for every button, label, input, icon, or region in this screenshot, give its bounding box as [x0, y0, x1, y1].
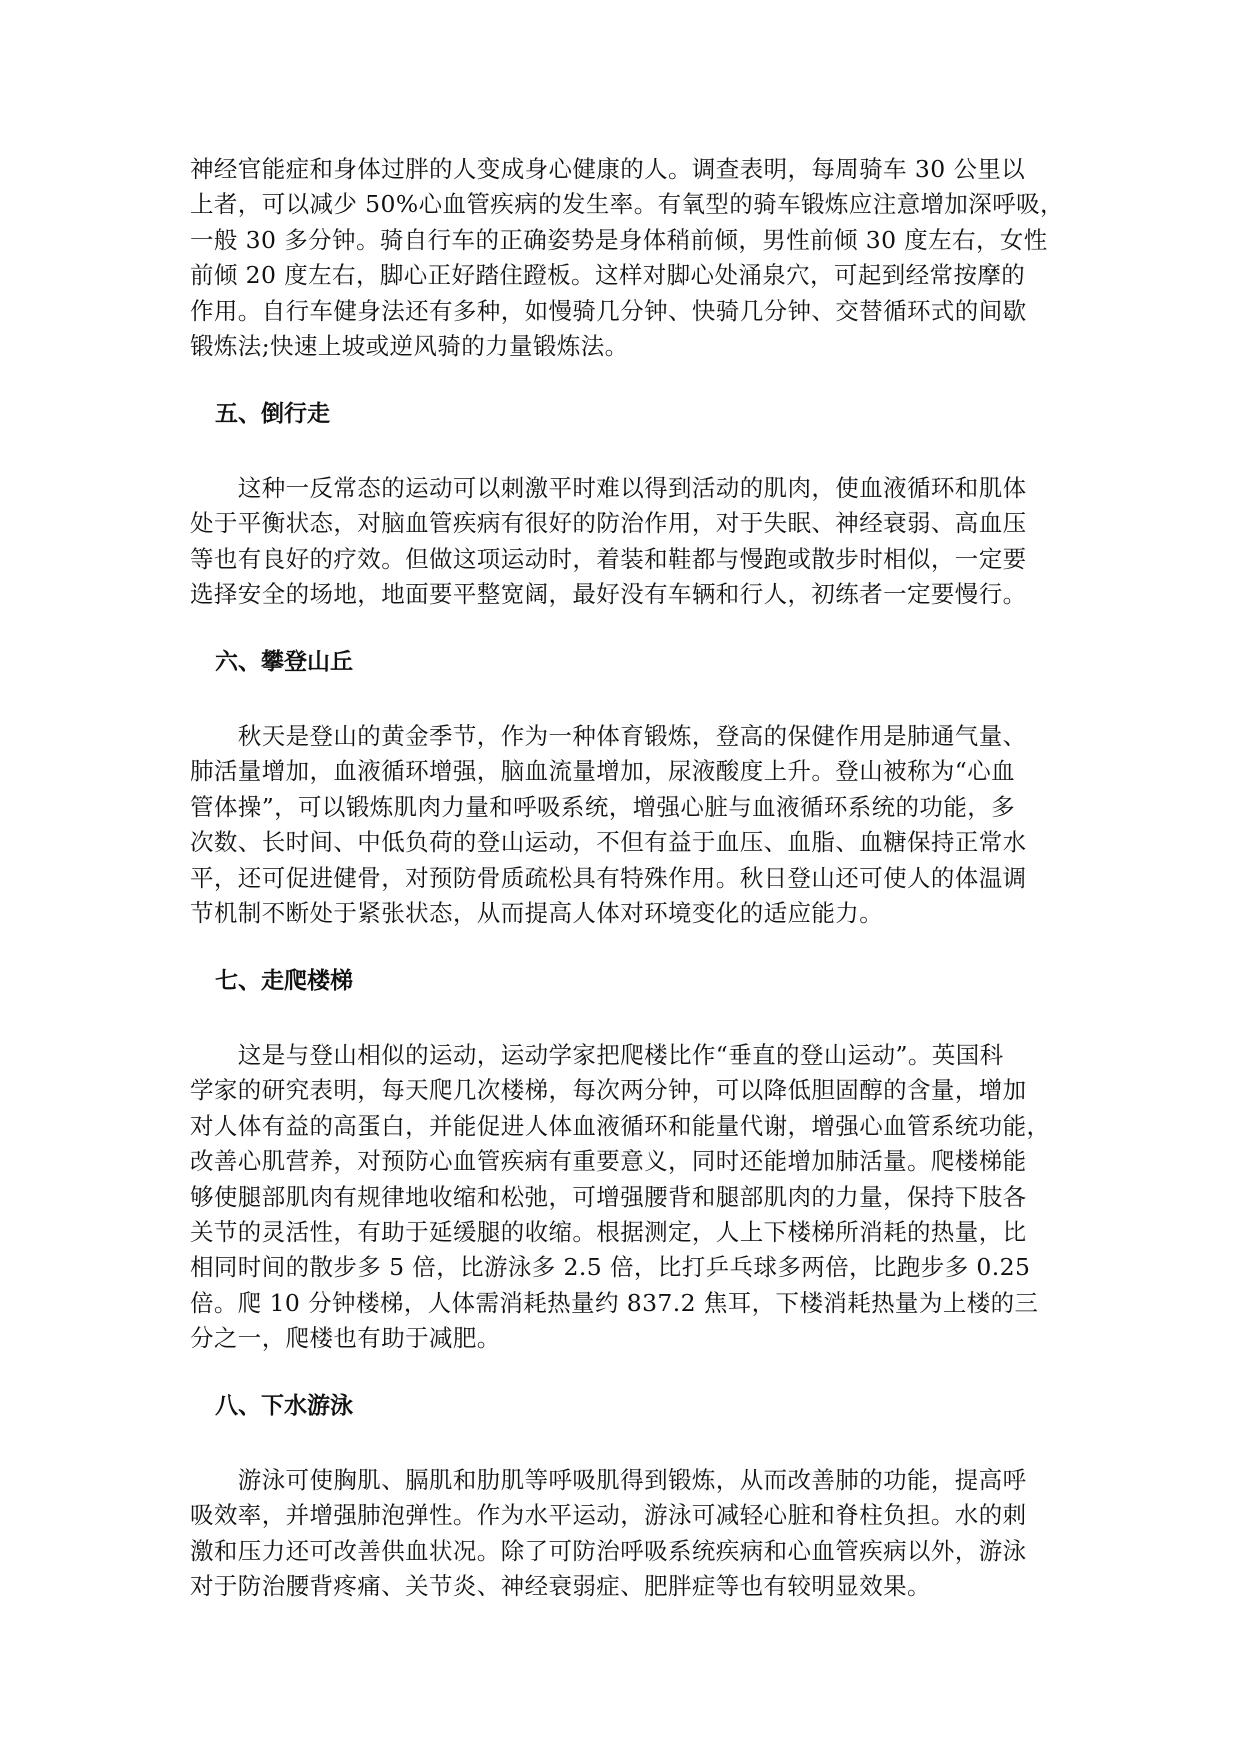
text-line: 处于平衡状态，对脑血管疾病有很好的防治作用，对于失眠、神经衰弱、高血压 — [190, 509, 1027, 538]
text-line: 分之一，爬楼也有助于减肥。 — [190, 1324, 501, 1353]
swimming-paragraph — [190, 1463, 1027, 1605]
text-line: 上者，可以减少 50%心血管疾病的发生率。有氧型的骑车锻炼应注意增加深呼吸， — [190, 190, 1064, 219]
text-line: 这是与登山相似的运动，运动学家把爬楼比作“垂直的登山运动”。英国科 — [190, 1041, 1004, 1069]
text-line: 改善心肌营养，对预防心血管疾病有重要意义，同时还能增加肺活量。爬楼梯能 — [190, 1147, 1027, 1176]
text-line: 前倾 20 度左右，脚心正好踏住蹬板。这样对脚心处涌泉穴，可起到经常按摩的 — [190, 261, 1026, 290]
text-line: 一般 30 多分钟。骑自行车的正确姿势是身体稍前倾，男性前倾 30 度左右，女性 — [190, 225, 1048, 254]
text-line: 够使腿部肌肉有规律地收缩和松弛，可增强腰背和腿部肌肉的力量，保持下肢各 — [190, 1182, 1027, 1211]
text-line: 激和压力还可改善供血状况。除了可防治呼吸系统疾病和心血管疾病以外，游泳 — [190, 1536, 1027, 1565]
text-line: 锻炼法;快速上坡或逆风骑的力量锻炼法。 — [190, 331, 629, 360]
climb-stairs-paragraph — [190, 1038, 1050, 1357]
climb-hills-paragraph — [190, 719, 1027, 931]
cycling-paragraph — [190, 152, 1064, 364]
text-line: 肺活量增加，血液循环增强，脑血流量增加，尿液酸度上升。登山被称为“心血 — [190, 757, 1016, 786]
text-line: 等也有良好的疗效。但做这项运动时，着装和鞋都与慢跑或散步时相似，一定要 — [190, 544, 1027, 573]
text-line: 选择安全的场地，地面要平整宽阔，最好没有车辆和行人，初练者一定要慢行。 — [190, 580, 1027, 609]
section-heading-climb-stairs: 七、走爬楼梯 — [215, 968, 353, 994]
text-line: 对于防治腰背疼痛、关节炎、神经衰弱症、肥胖症等也有较明显效果。 — [190, 1572, 931, 1601]
text-line: 这种一反常态的运动可以刺激平时难以得到活动的肌肉，使血液循环和肌体 — [190, 474, 1027, 502]
text-line: 秋天是登山的黄金季节，作为一种体育锻炼，登高的保健作用是肺通气量、 — [190, 722, 1027, 750]
walk-backward-paragraph — [190, 471, 1027, 613]
section-heading-climb-hills: 六、攀登山丘 — [215, 649, 353, 675]
text-line: 管体操”，可以锻炼肌肉力量和呼吸系统，增强心脏与血液循环系统的功能，多 — [190, 792, 1016, 821]
text-line: 相同时间的散步多 5 倍，比游泳多 2.5 倍，比打乒乓球多两倍，比跑步多 0.25 — [190, 1253, 1031, 1282]
text-line: 作用。自行车健身法还有多种，如慢骑几分钟、快骑几分钟、交替循环式的间歇 — [190, 296, 1027, 325]
text-line: 学家的研究表明，每天爬几次楼梯，每次两分钟，可以降低胆固醇的含量，增加 — [190, 1076, 1027, 1105]
text-line: 节机制不断处于紧张状态，从而提高人体对环境变化的适应能力。 — [190, 898, 884, 927]
text-line: 倍。爬 10 分钟楼梯，人体需消耗热量约 837.2 焦耳，下楼消耗热量为上楼的三 — [190, 1288, 1039, 1317]
text-line: 次数、长时间、中低负荷的登山运动，不但有益于血压、血脂、血糖保持正常水 — [190, 828, 1027, 857]
text-line: 平，还可促进健骨，对预防骨质疏松具有特殊作用。秋日登山还可使人的体温调 — [190, 863, 1027, 892]
text-line: 神经官能症和身体过胖的人变成身心健康的人。调查表明，每周骑车 30 公里以 — [190, 155, 1026, 183]
text-line: 游泳可使胸肌、膈肌和肋肌等呼吸肌得到锻炼，从而改善肺的功能，提高呼 — [190, 1466, 1027, 1494]
section-heading-swimming: 八、下水游泳 — [215, 1393, 353, 1419]
text-line: 吸效率，并增强肺泡弹性。作为水平运动，游泳可减轻心脏和脊柱负担。水的刺 — [190, 1501, 1027, 1530]
text-line: 对人体有益的高蛋白，并能促进人体血液循环和能量代谢，增强心血管系统功能， — [190, 1111, 1051, 1140]
text-line: 关节的灵活性，有助于延缓腿的收缩。根据测定，人上下楼梯所消耗的热量，比 — [190, 1217, 1027, 1246]
section-heading-walk-backward: 五、倒行走 — [215, 401, 330, 427]
